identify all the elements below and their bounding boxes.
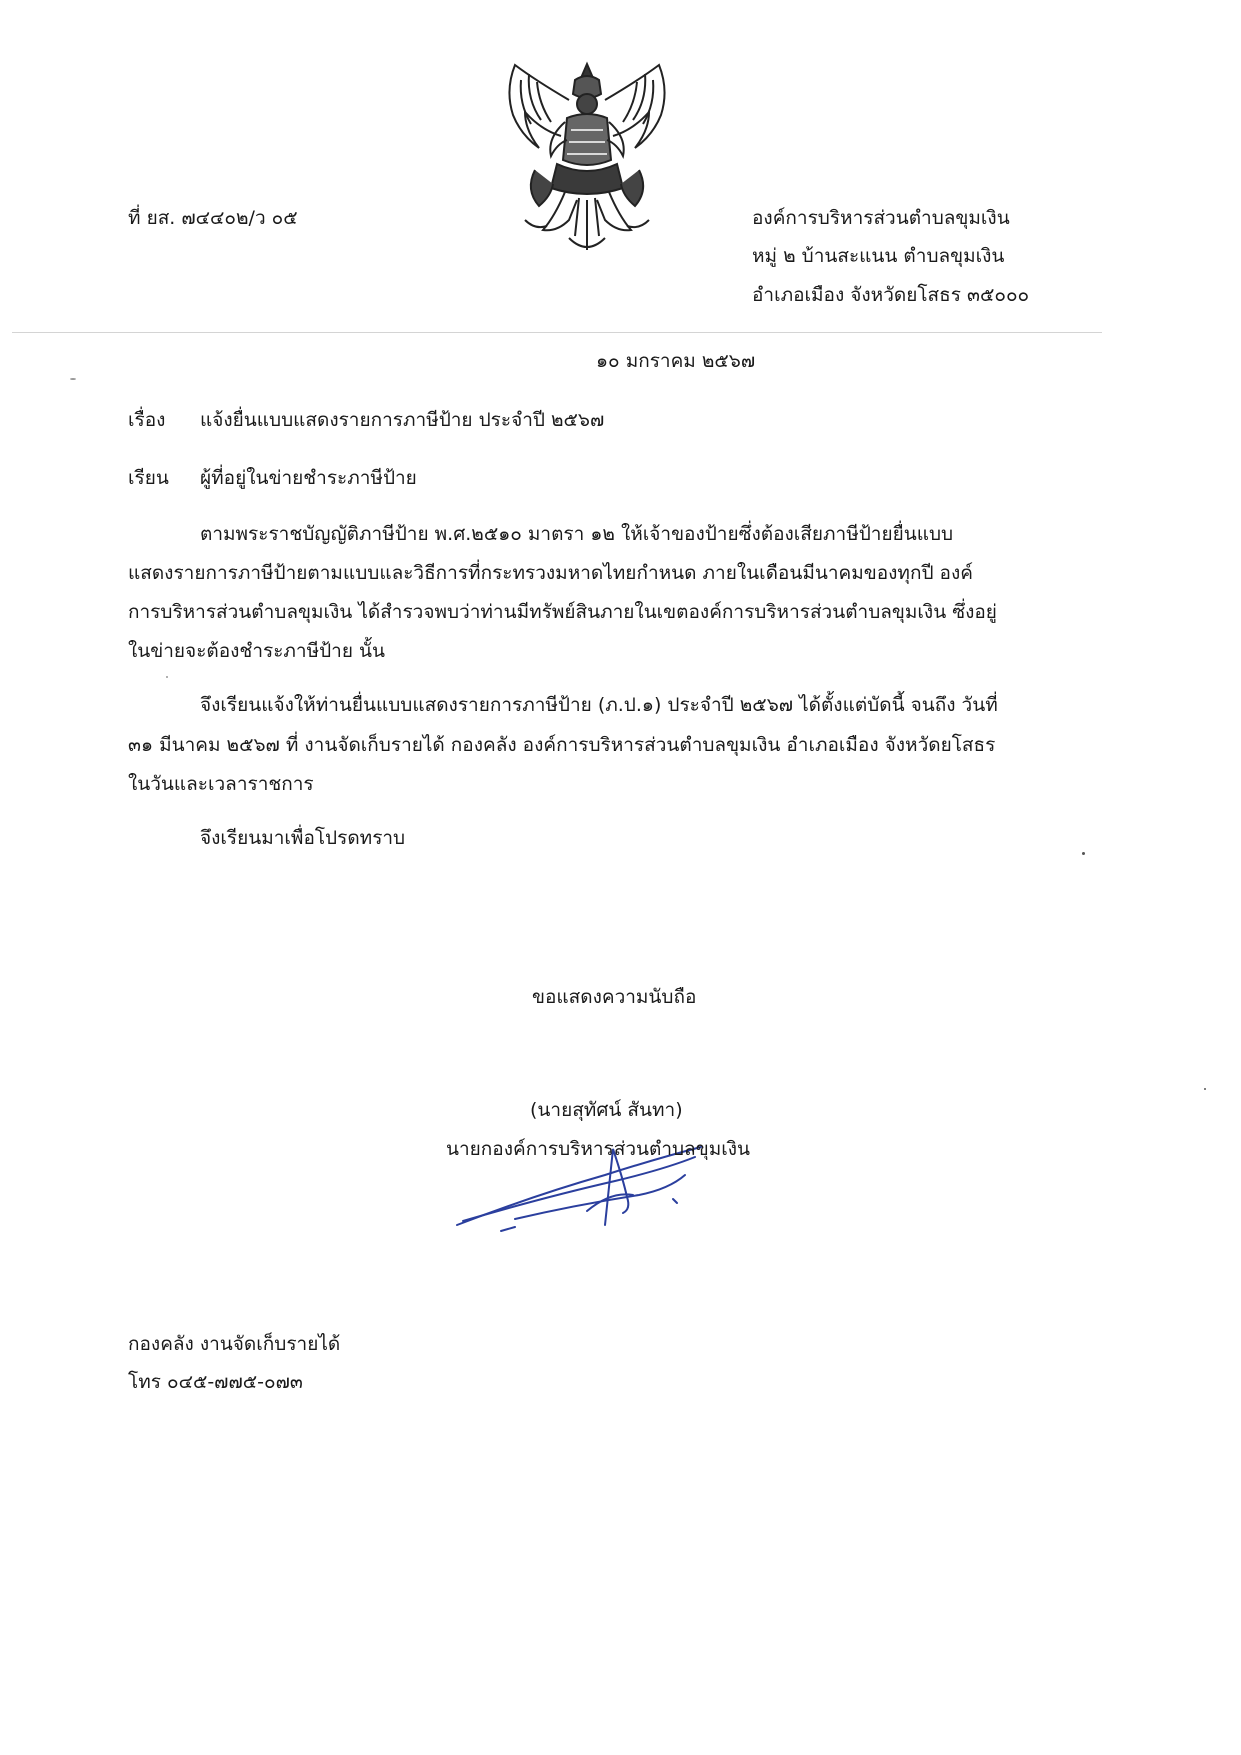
- org-address-line1: หมู่ ๒ บ้านสะแนน ตำบลขุมเงิน: [752, 245, 1005, 267]
- subject-label: เรื่อง: [128, 409, 166, 431]
- paragraph1-line: ตามพระราชบัญญัติภาษีป้าย พ.ศ.๒๕๑๐ มาตรา ๑๒ ให้เจ้าของป้ายซึ่งต้องเสียภาษีป้ายยื่นแบบ: [200, 523, 954, 545]
- letter-date: ๑๐ มกราคม ๒๕๖๗: [596, 350, 756, 372]
- closing-request: จึงเรียนมาเพื่อโปรดทราบ: [200, 827, 406, 849]
- scan-speck: [1204, 1088, 1206, 1090]
- org-name: องค์การบริหารส่วนตำบลขุมเงิน: [752, 207, 1010, 229]
- signer-name: (นายสุทัศน์ สันทา): [530, 1099, 683, 1121]
- paragraph2-line: จึงเรียนแจ้งให้ท่านยื่นแบบแสดงรายการภาษีป้าย (ภ.ป.๑) ประจำปี ๒๕๖๗ ได้ตั้งแต่บัดนี้ จนถึง วันที่: [200, 694, 998, 716]
- paragraph2-line: ๓๑ มีนาคม ๒๕๖๗ ที่ งานจัดเก็บรายได้ กองคลัง องค์การบริหารส่วนตำบลขุมเงิน อำเภอเมือง จังหวัดยโสธร: [128, 734, 996, 756]
- signer-title: นายกองค์การบริหารส่วนตำบลขุมเงิน: [446, 1138, 750, 1160]
- org-address-line2: อำเภอเมือง จังหวัดยโสธร ๓๕๐๐๐: [752, 284, 1030, 306]
- paragraph1-line: ในข่ายจะต้องชำระภาษีป้าย นั้น: [128, 640, 385, 662]
- scan-speck: [1082, 852, 1085, 855]
- recipient-text: ผู้ที่อยู่ในข่ายชำระภาษีป้าย: [200, 467, 417, 489]
- footer-phone: โทร ๐๔๕-๗๗๕-๐๗๓: [128, 1371, 303, 1393]
- subject-text: แจ้งยื่นแบบแสดงรายการภาษีป้าย ประจำปี ๒๕๖๗: [200, 409, 605, 431]
- footer-department: กองคลัง งานจัดเก็บรายได้: [128, 1333, 341, 1355]
- scan-speck: [166, 676, 168, 678]
- paragraph1-line: การบริหารส่วนตำบลขุมเงิน ได้สำรวจพบว่าท่านมีทรัพย์สินภายในเขตองค์การบริหารส่วนตำบลขุมเงิน ซึ่งอยู่: [128, 601, 997, 623]
- recipient-label: เรียน: [128, 467, 169, 489]
- paragraph2-line: ในวันและเวลาราชการ: [128, 773, 314, 795]
- scan-speck: [70, 378, 76, 380]
- paragraph1-line: แสดงรายการภาษีป้ายตามแบบและวิธีการที่กระทรวงมหาดไทยกำหนด ภายในเดือนมีนาคมของทุกปี องค์: [128, 562, 973, 584]
- header-divider: [12, 332, 1102, 333]
- closing-salutation: ขอแสดงความนับถือ: [532, 986, 697, 1008]
- garuda-emblem-icon: [495, 60, 680, 260]
- reference-number: ที่ ยส. ๗๔๔๐๒/ว ๐๕: [128, 207, 298, 229]
